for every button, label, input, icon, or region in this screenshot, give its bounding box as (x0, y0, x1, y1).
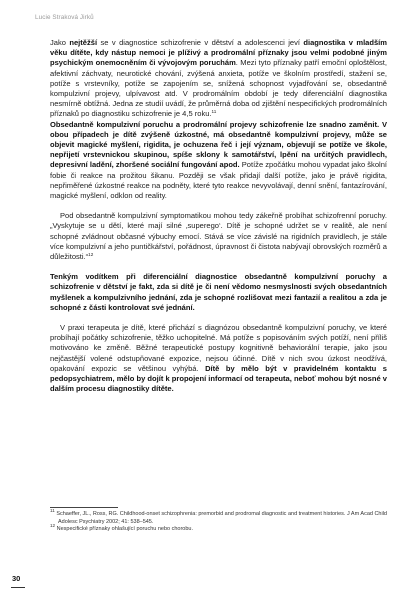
footnote-separator (50, 507, 118, 508)
footnotes (50, 508, 387, 534)
text-run: Pod obsedantně kompulzivní symptomatikou mohou tedy zákeřně probíhat schizofrenní poruchy. „Vyskytuje se u dětí, které mají silné ‚superego‘. Dítě je schopné udržet se v realitě, ale není schopné zvládnout občasné výbuchy emocí. Stává se více závislé na rigidních pravidlech, je stále více kompulzivní a jeho puntičkářství, pořádnost, úpravnost či čistota nabývají obrovských rozměrů a důležitosti.“ (50, 211, 387, 262)
page-number: 30 (12, 574, 21, 583)
paragraph-4 (50, 323, 387, 394)
text-run: se v diagnostice schizofrenie v dětství a adolescenci jeví (97, 38, 304, 47)
main-text (50, 38, 387, 395)
footnote-number: 12 (50, 523, 56, 528)
bold-run: Obsedantně kompulzivní poruchu a prodromální projevy schizofrenie lze snadno zaměnit. V obou případech je dítě zvýšeně úzkostné, má obsedantně kompulzivní projevy, může se objevit magické myšlení, rigidita, je ochuzena řeč i její význam, objevují se potíže ve škole, nepřijetí vrstevnickou skupinou, spíše sklony k samotářství, lpění na určitých pravidlech, depresivní ladění, zhoršené sociální fungování apod. (50, 119, 387, 170)
paragraph-3 (50, 272, 387, 313)
text-run: Jako (50, 38, 70, 47)
bold-run: Tenkým vodítkem při diferenciální diagnostice obsedantně kompulzivní poruchy a schizofrenie v dětství je fakt, zda si dítě je či není vědomo nesmyslnosti svých obsedantních myšlenek a kompulzivního jednání, zda je schopné rozlišovat mezi fantazií a realitou a zda je schopné z části kontrolovat své jednání. (50, 272, 387, 312)
footnote-text: Schaeffer, JL., Ross, RG. Childhood-onset schizophrenia: premorbid and prodromal diagnostic and treatment histories. J Am Acad Child Adolesc Psychiatry 2002; 41: 538–545. (56, 511, 387, 525)
text-run: Potíže zpočátku mohou vypadat jako školní fobie či reakce na prožitou šikanu. Později se však přidají další potíže, jako je právě rigidita, nepřiměřené úzkostné reakce na podněty, které tyto reakce nevyvolávají, denní snění, fantazírování, magické myšlení, odklon od reality. (50, 160, 387, 201)
text-run: V praxi terapeuta je dítě, které přichází s diagnózou obsedantně kompulzivní poruchy, ve které probíhají počátky schizofrenie, těžko uchopitelné. Má potíže s popisováním svých potíží, není příliš motivováno ke změně. Běžné terapeutické postupy kognitivně behaviorální terapie, jako jsou nejčastější volené odstupňované expozice, nejsou účinné. Dítě v nich svou úzkost neodžívá, opakování expozic se většinou vyhýbá. (50, 323, 387, 373)
bold-run: Dítě by mělo být v pravidelném kontaktu s pedopsychiatrem, mělo by dojít k propojení informací od terapeuta, neboť mohou být nosné v dalším procesu diagnostiky dítěte. (50, 363, 387, 394)
footnote (50, 508, 387, 526)
footnote-ref: 11 (211, 109, 217, 115)
paragraph-2 (50, 211, 387, 262)
footnote-text: Nespecifické příznaky ohlašující poruchu nebo chorobu. (56, 526, 194, 532)
footnote (50, 523, 387, 534)
text-run: . Mezi tyto příznaky patří emoční oploštělost, afektivní záchvaty, neurotické chování, zvýšená anxieta, potíže ve školním prostředí, stažení se, potíže s vrstevníky, potíže se zapojením se, snížená schopnost vyjadřování se, obsedantně kompulzivní projevy, ulpívavost atd. V prodromálním období je tedy diferenciální diagnostika nesmírně obtížná. Jedna ze studií uvádí, že průměrná doba od zjištění nespecifických prodromálních příznaků po diagnostiku schizofrenie je 4,5 roku. (50, 58, 387, 119)
running-header-author: Lucie Straková Jirků (35, 14, 94, 21)
footnote-number: 11 (50, 508, 55, 513)
page-number-rule (11, 587, 25, 588)
footnote-ref: 12 (88, 252, 94, 258)
paragraph-1 (50, 38, 387, 201)
bold-run: diagnostika v mladším věku dítěte, kdy nástup nemoci je plíživý a prodromální příznaky jsou velmi podobné jiným psychickým onemocněním či vývojovým poruchám (50, 38, 387, 68)
bold-run: nejtěžší (69, 38, 98, 47)
